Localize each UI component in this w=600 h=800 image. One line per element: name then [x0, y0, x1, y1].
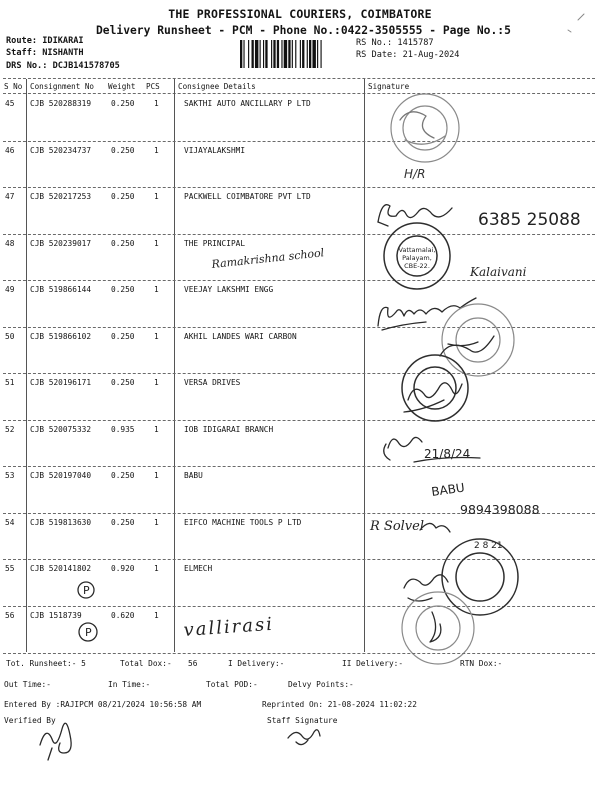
handwritten-name: BABU	[430, 480, 466, 499]
company-stamp	[391, 94, 459, 162]
barcode-bar	[255, 40, 258, 68]
barcode-bar	[240, 40, 242, 68]
row-weight: 0.250	[111, 517, 135, 527]
circled-p-mark	[78, 582, 94, 598]
row-consignment: CJB 1518739	[30, 610, 82, 620]
barcode-bar	[263, 40, 264, 68]
row-weight: 0.250	[111, 99, 135, 108]
row-rule	[3, 327, 595, 328]
row-pcs: 1	[154, 424, 159, 434]
row-sno: 52	[5, 424, 15, 434]
in-time: In Time:-	[108, 680, 151, 689]
row-rule	[3, 234, 595, 235]
barcode-bar	[321, 40, 322, 68]
total-runsheet: Tot. Runsheet:- 5	[6, 659, 86, 668]
company-name: THE PROFESSIONAL COURIERS, COIMBATORE	[168, 7, 432, 21]
row-sno: 48	[5, 238, 15, 248]
entered-by: Entered By :RAJIPCM 08/21/2024 10:56:58 AM	[4, 700, 202, 709]
rs-date: RS Date: 21-Aug-2024	[356, 50, 460, 60]
total-pod: Total POD:-	[206, 680, 258, 689]
barcode	[240, 40, 350, 68]
row-consignment: CJB 520196171	[30, 378, 92, 387]
row-rule	[3, 373, 595, 374]
barcode-bar	[248, 40, 249, 68]
circled-p-mark	[79, 623, 97, 641]
drs-number: DRS No.: DCJB141578705	[6, 61, 120, 71]
col-pcs: PCS	[146, 82, 160, 91]
row-rule	[3, 559, 595, 560]
row-consignee: ELMECH	[184, 564, 213, 573]
delivery-points: Delvy Points:-	[288, 680, 354, 689]
row-consignee: BABU	[184, 471, 203, 480]
row-consignment: CJB 520075332	[30, 424, 92, 434]
row-consignment: CJB 520141802	[30, 564, 92, 573]
barcode-bar	[309, 40, 311, 68]
col-consignee: Consignee Details	[178, 82, 256, 91]
row-weight: 0.620	[111, 610, 135, 620]
barcode-bar	[281, 40, 282, 68]
row-rule	[3, 187, 595, 188]
row-consignee: IOB IDIGARAI BRANCH	[184, 424, 274, 434]
row-rule	[3, 420, 595, 421]
row-weight: 0.250	[111, 285, 135, 294]
barcode-bar	[292, 40, 293, 68]
runsheet-title: Delivery Runsheet - PCM - Phone No.:0422-3505555 - Page No.:5	[96, 24, 511, 37]
row-consignee: THE PRINCIPAL	[184, 238, 246, 248]
row-sno: 51	[5, 378, 15, 387]
row-pcs: 1	[154, 238, 159, 248]
row-consignee: VERSA DRIVES	[184, 378, 241, 387]
row-weight: 0.250	[111, 471, 135, 480]
row-sno: 56	[5, 610, 15, 620]
company-stamp	[402, 355, 468, 421]
barcode-bar	[277, 40, 279, 68]
verified-by-label: Verified By	[4, 716, 56, 725]
verified-by-signature	[40, 723, 71, 760]
row-consignee: PACKWELL COIMBATORE PVT LTD	[184, 192, 311, 201]
row-pcs: 1	[154, 471, 159, 480]
row-consignment: CJB 519866102	[30, 331, 92, 341]
header-rule-top	[3, 78, 595, 79]
second-delivery: II Delivery:-	[342, 659, 404, 668]
total-dox-value: 56	[188, 659, 198, 668]
handwritten-name: vallirasi	[182, 613, 275, 641]
svg-text:CBE-22.: CBE-22.	[404, 262, 430, 270]
row-pcs: 1	[154, 285, 159, 294]
row-sno: 55	[5, 564, 15, 573]
handwritten-signature	[384, 437, 422, 460]
barcode-bar	[271, 40, 272, 68]
row-weight: 0.250	[111, 238, 135, 248]
row-consignment: CJB 519813630	[30, 517, 92, 527]
handwritten-receiver: Kalaivani	[470, 265, 527, 279]
handwritten-date: 21/8/24	[424, 447, 471, 461]
first-delivery: I Delivery:-	[228, 659, 285, 668]
barcode-bar	[252, 40, 254, 68]
row-pcs: 1	[154, 331, 159, 341]
handwritten-signature	[378, 298, 476, 330]
header-rule-bottom	[3, 93, 595, 94]
barcode-bar	[302, 40, 304, 68]
row-consignee: SAKTHI AUTO ANCILLARY P LTD	[184, 99, 311, 108]
handwritten-date: 2 8 21	[474, 541, 503, 551]
handwritten-name: Ramakrishna school	[210, 246, 325, 271]
col-separator	[364, 79, 365, 652]
svg-text:Vattamalai,: Vattamalai,	[398, 246, 436, 254]
row-consignee: VIJAYALAKSHMI	[184, 145, 246, 155]
row-weight: 0.250	[111, 331, 135, 341]
row-pcs: 1	[154, 610, 159, 620]
col-sno: S No	[4, 82, 23, 91]
row-rule	[3, 141, 595, 142]
row-consignment: CJB 520288319	[30, 99, 92, 108]
col-separator	[26, 79, 27, 652]
barcode-bar	[284, 40, 287, 68]
row-consignment: CJB 520239017	[30, 238, 92, 248]
handwritten-signature-text: R Solvel	[370, 519, 425, 534]
col-weight: Weight	[108, 82, 136, 91]
route-label: Route: IDIKARAI	[6, 36, 84, 46]
row-weight: 0.920	[111, 564, 135, 573]
row-weight: 0.250	[111, 192, 135, 201]
handwritten-hr: H/R	[404, 167, 426, 181]
barcode-bar	[300, 40, 301, 68]
col-signature: Signature	[368, 82, 410, 91]
row-consignee: VEEJAY LAKSHMI ENGG	[184, 285, 274, 294]
row-sno: 49	[5, 285, 15, 294]
barcode-bar	[243, 40, 244, 68]
barcode-bar	[312, 40, 315, 68]
row-pcs: 1	[154, 517, 159, 527]
row-weight: 0.935	[111, 424, 135, 434]
row-consignee: EIFCO MACHINE TOOLS P LTD	[184, 517, 302, 527]
out-time: Out Time:-	[4, 680, 51, 689]
handwritten-signature	[378, 205, 452, 226]
row-sno: 53	[5, 471, 15, 480]
rs-number: RS No.: 1415787	[356, 38, 434, 48]
staff-signature-label: Staff Signature	[267, 716, 338, 725]
row-sno: 47	[5, 192, 15, 201]
row-consignment: CJB 520234737	[30, 145, 92, 155]
row-weight: 0.250	[111, 145, 135, 155]
row-sno: 50	[5, 331, 15, 341]
row-pcs: 1	[154, 378, 159, 387]
summary-rule	[3, 653, 595, 654]
row-sno: 46	[5, 145, 15, 155]
staff-signature-mark	[288, 730, 320, 745]
svg-text:Palayam,: Palayam,	[402, 254, 432, 262]
row-sno: 54	[5, 517, 15, 527]
row-pcs: 1	[154, 99, 159, 108]
reprinted-on: Reprinted On: 21-08-2024 11:02:22	[262, 700, 417, 709]
barcode-bar	[317, 40, 318, 68]
row-rule	[3, 606, 595, 607]
row-pcs: 1	[154, 564, 159, 573]
row-pcs: 1	[154, 145, 159, 155]
handwritten-phone: 9894398088	[460, 502, 540, 517]
row-consignment: CJB 519866144	[30, 285, 92, 294]
barcode-bar	[288, 40, 290, 68]
company-stamp	[440, 304, 514, 376]
svg-text:P: P	[85, 626, 92, 639]
barcode-bar	[295, 40, 296, 68]
barcode-bar	[273, 40, 275, 68]
col-consignment: Consignment No	[30, 82, 95, 91]
barcode-bar	[307, 40, 308, 68]
total-dox-label: Total Dox:-	[120, 659, 172, 668]
staff-label: Staff: NISHANTH	[6, 48, 84, 58]
row-rule	[3, 513, 595, 514]
row-sno: 45	[5, 99, 15, 108]
barcode-bar	[260, 40, 261, 68]
row-pcs: 1	[154, 192, 159, 201]
company-stamp	[404, 539, 518, 615]
row-weight: 0.250	[111, 378, 135, 387]
row-rule	[3, 280, 595, 281]
row-consignee: AKHIL LANDES WARI CARBON	[184, 331, 297, 341]
row-rule	[3, 466, 595, 467]
svg-text:P: P	[83, 584, 90, 597]
barcode-bar	[265, 40, 267, 68]
return-dox: RTN Dox:-	[460, 659, 503, 668]
handwritten-phone: 6385 25088	[478, 210, 581, 230]
row-consignment: CJB 520217253	[30, 192, 92, 201]
row-consignment: CJB 520197040	[30, 471, 92, 480]
col-separator	[174, 79, 175, 652]
